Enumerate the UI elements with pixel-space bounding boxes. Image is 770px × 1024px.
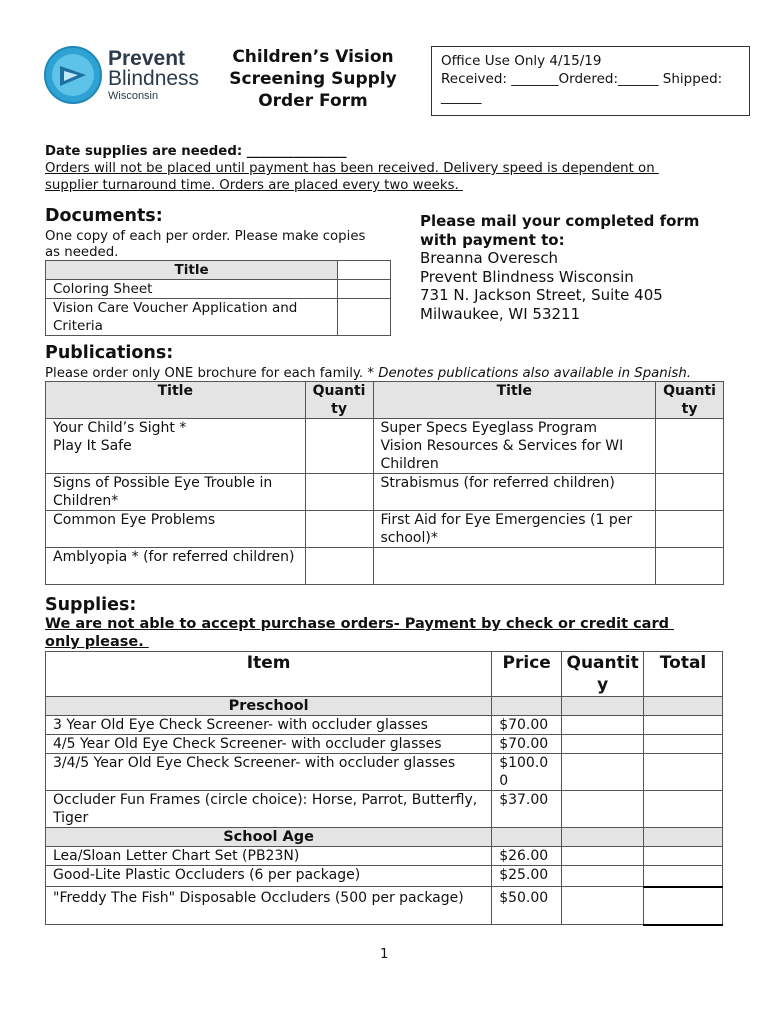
logo-line3: Wisconsin [108,90,159,102]
form-title-line1: Children’s Vision [232,47,394,67]
supplies-col-total: Total [644,652,723,697]
supply-item: Occluder Fun Frames (circle choice): Horse, Parrot, Butterfly, Tiger [46,791,492,828]
table-row [46,261,391,280]
supply-item: 3/4/5 Year Old Eye Check Screener- with occluder glasses [46,754,492,791]
supply-total-cell[interactable] [644,847,723,866]
form-title-line2: Screening Supply [229,69,397,89]
documents-col-title: Title [46,261,338,280]
publication-title: Signs of Possible Eye Trouble in Children* [46,474,306,511]
supply-item: Good-Lite Plastic Occluders (6 per package) [46,866,492,887]
publication-title: Amblyopia * (for referred children) [46,548,306,585]
mail-line1: Please mail your completed form [420,212,700,230]
publications-col-qty-right: Quantity [656,382,724,419]
table-row [46,866,723,887]
documents-heading: Documents: [45,206,163,226]
supplies-note-line2: only please. [45,634,149,650]
publications-note-main: Please order only ONE brochure for each family. [45,366,364,381]
logo-line1: Prevent [108,47,186,70]
payment-notice-line1: Orders will not be placed until payment has been received. Delivery speed is dependent on [45,161,659,176]
table-row [46,548,724,585]
publication-qty-cell[interactable] [656,548,724,585]
shade-cell [562,828,644,847]
publication-qty-cell[interactable] [656,474,724,511]
supplies-col-price: Price [492,652,562,697]
form-title [220,46,406,112]
publication-title: Your Child’s Sight * Play It Safe [46,419,306,474]
documents-desc-line2: as needed. [45,245,119,260]
publication-qty-cell[interactable] [656,511,724,548]
table-row [46,887,723,925]
publications-col-qty-left: Quantity [305,382,373,419]
publication-title: Common Eye Problems [46,511,306,548]
publications-heading: Publications: [45,343,174,363]
table-row [46,735,723,754]
mail-name: Breanna Overesch [420,249,559,268]
publication-title [373,548,656,585]
supplies-note-line1: We are not able to accept purchase orders- Payment by check or credit card [45,616,675,632]
supply-qty-cell[interactable] [562,887,644,925]
supply-total-cell[interactable] [644,754,723,791]
documents-desc-line1: One copy of each per order. Please make copies [45,229,366,244]
table-row [46,299,391,336]
table-row [46,716,723,735]
supply-qty-cell[interactable] [562,847,644,866]
section-preschool: Preschool [46,697,492,716]
publications-col-title-right: Title [373,382,656,419]
shade-cell [562,697,644,716]
document-title: Coloring Sheet [46,280,338,299]
document-qty-cell[interactable] [338,299,391,336]
table-row [46,828,723,847]
supply-item: Lea/Sloan Letter Chart Set (PB23N) [46,847,492,866]
supplies-col-item: Item [46,652,492,697]
supply-qty-cell[interactable] [562,735,644,754]
shade-cell [492,828,562,847]
supplies-heading: Supplies: [45,595,137,615]
supply-total-cell[interactable] [644,791,723,828]
table-row [46,847,723,866]
table-row [46,791,723,828]
publications-note [45,365,691,382]
form-title-line3: Order Form [258,91,368,111]
office-line2: Received: _______Ordered:______ Shipped: [441,71,723,87]
supply-total-cell[interactable] [644,716,723,735]
supply-total-cell[interactable] [644,735,723,754]
supply-item: 3 Year Old Eye Check Screener- with occluder glasses [46,716,492,735]
documents-table [45,260,391,336]
mail-city: Milwaukee, WI 53211 [420,304,581,323]
shade-cell [492,697,562,716]
documents-col-qty [338,261,391,280]
publication-title: First Aid for Eye Emergencies (1 per school)* [373,511,656,548]
supply-qty-cell[interactable] [562,754,644,791]
supply-price: $70.00 [492,735,562,754]
publication-qty-cell[interactable] [305,511,373,548]
supply-item: "Freddy The Fish" Disposable Occluders (500 per package) [46,887,492,925]
publication-qty-cell[interactable] [656,419,724,474]
mail-line2: with payment to: [420,230,565,249]
supply-qty-cell[interactable] [562,791,644,828]
publication-qty-cell[interactable] [305,419,373,474]
table-row [46,697,723,716]
supply-price: $25.00 [492,866,562,887]
supply-total-cell[interactable] [644,866,723,887]
shade-cell [644,828,723,847]
shade-cell [644,697,723,716]
publication-qty-cell[interactable] [305,474,373,511]
publication-title: Strabismus (for referred children) [373,474,656,511]
page-number: 1 [380,947,389,962]
supplies-col-qty: Quantity [562,652,644,697]
supply-price: $100.00 [492,754,562,791]
table-row [46,652,723,697]
publications-col-title-left: Title [46,382,306,419]
supply-price: $50.00 [492,887,562,925]
payment-notice-line2: supplier turnaround time. Orders are placed every two weeks. [45,178,463,193]
publication-title: Super Specs Eyeglass Program Vision Resources & Services for WI Children [373,419,656,474]
supply-price: $26.00 [492,847,562,866]
table-row [46,280,391,299]
supply-qty-cell[interactable] [562,716,644,735]
table-row [46,754,723,791]
supply-item: 4/5 Year Old Eye Check Screener- with occluder glasses [46,735,492,754]
mail-org: Prevent Blindness Wisconsin [420,267,634,286]
mail-street: 731 N. Jackson Street, Suite 405 [420,286,663,305]
office-line3: ______ [441,89,482,105]
publication-qty-cell[interactable] [305,548,373,585]
document-qty-cell[interactable] [338,280,391,299]
eye-logo-icon [44,46,102,104]
table-row [46,511,724,548]
supply-price: $37.00 [492,791,562,828]
supply-qty-cell[interactable] [562,866,644,887]
table-row [46,419,724,474]
logo [44,44,204,106]
supplies-table [45,651,723,926]
supply-total-cell[interactable] [644,887,723,925]
section-school-age: School Age [46,828,492,847]
mail-to-block [420,212,699,324]
publications-table [45,381,724,585]
supply-price: $70.00 [492,716,562,735]
office-use-box [431,46,750,116]
publications-note-spanish: * Denotes publications also available in Spanish. [363,366,691,381]
table-row [46,382,724,419]
table-row [46,474,724,511]
office-line1: Office Use Only 4/15/19 [441,53,602,69]
date-needed: Date supplies are needed: _______________ [45,144,347,159]
logo-line2: Blindness [108,67,200,90]
document-title: Vision Care Voucher Application and Criteria [46,299,338,336]
